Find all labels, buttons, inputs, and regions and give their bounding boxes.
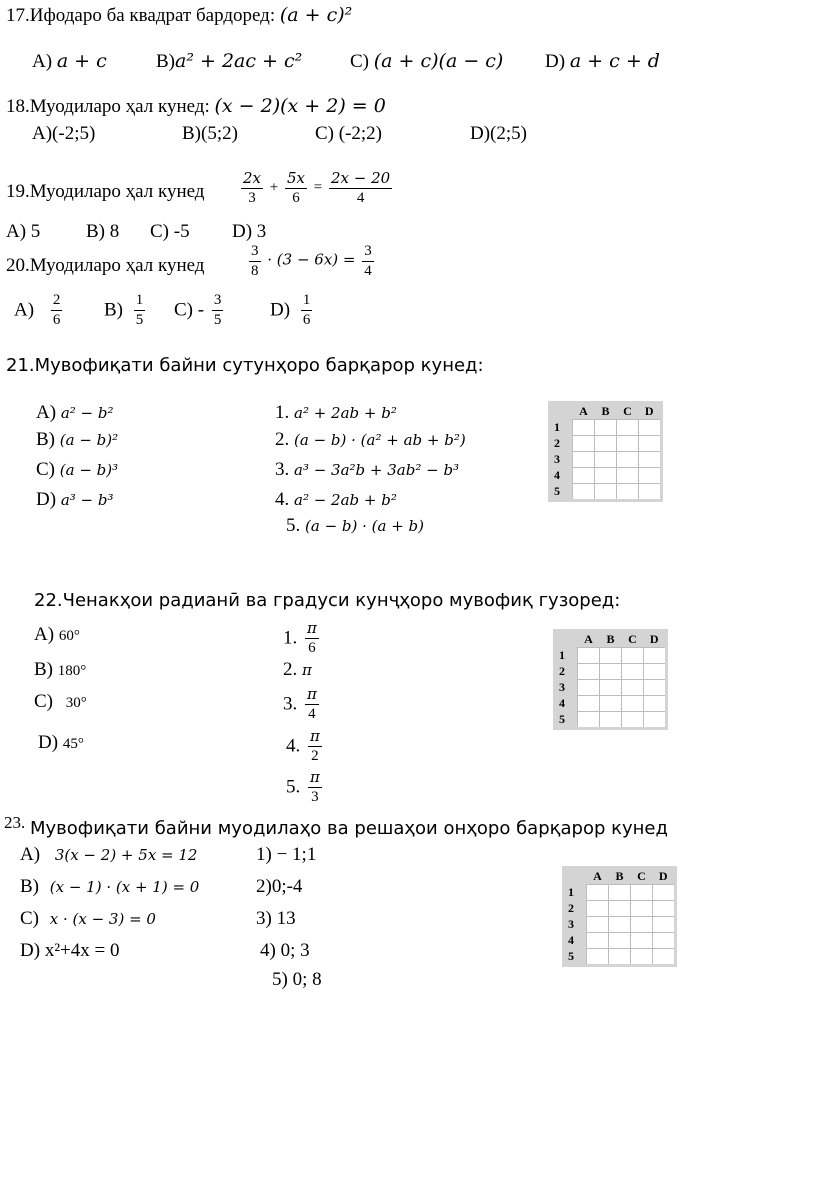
q23-left-b: B) (x − 1) · (x + 1) = 0 [20, 876, 200, 897]
grid-cell[interactable] [617, 420, 639, 436]
grid-cell[interactable] [573, 420, 595, 436]
q18-option-a: A)(-2;5) [32, 123, 96, 144]
grid-cell[interactable] [631, 885, 653, 901]
grid-cell[interactable] [622, 664, 644, 680]
grid-cell[interactable] [573, 468, 595, 484]
grid-cell[interactable] [595, 452, 617, 468]
q23-right-1: 1) − 1;1 [256, 844, 317, 865]
q23-right-4: 4) 0; 3 [260, 940, 310, 961]
q19-equation: $\frac{2x}{3}$ + $\frac{5x}{6}$ = $\frac{2x - 20}{4}$ [243, 169, 391, 206]
q19-option-d: D) 3 [232, 221, 267, 242]
q22-left-c: C) 30° [34, 691, 87, 712]
q21-right-2: 2. (a − b) · (a² + ab + b²) [275, 429, 466, 450]
grid-cell[interactable] [587, 917, 609, 933]
q22-right-1: 1. $\frac{\pi}{6}$ [283, 619, 317, 656]
grid-cell[interactable] [631, 901, 653, 917]
q22-label: 22.Ченакҳои радианӣ ва градуси кунҷҳоро мувофиқ гузоред: [34, 590, 621, 611]
q17-option-d: D) a + c + d [545, 50, 660, 72]
grid-cell[interactable] [639, 484, 662, 501]
q18-option-b: B)(5;2) [182, 123, 238, 144]
q23-right-5: 5) 0; 8 [272, 969, 322, 990]
grid-cell[interactable] [578, 648, 600, 664]
q20-label: 20.Муодиларо ҳал кунед [6, 255, 205, 276]
grid-cell[interactable] [622, 696, 644, 712]
grid-cell[interactable] [578, 680, 600, 696]
grid-cell[interactable] [609, 885, 631, 901]
q19-label: 19.Муодиларо ҳал кунед [6, 181, 205, 202]
q22-left-b: B) 180° [34, 659, 87, 680]
grid-cell[interactable] [578, 696, 600, 712]
grid-cell[interactable] [578, 712, 600, 729]
q21-left-a: A) a² − b² [36, 402, 114, 423]
grid-cell[interactable] [631, 917, 653, 933]
grid-cell[interactable] [595, 484, 617, 501]
grid-cell[interactable] [653, 917, 676, 933]
q19-option-b: B) 8 [86, 221, 120, 242]
grid-cell[interactable] [587, 901, 609, 917]
grid-cell[interactable] [573, 452, 595, 468]
grid-cell[interactable] [600, 680, 622, 696]
grid-cell[interactable] [609, 901, 631, 917]
q21-label: 21.Мувофиқати байни сутунҳоро барқарор кунед: [6, 355, 484, 376]
q21-right-4: 4. a² − 2ab + b² [275, 489, 397, 510]
grid-cell[interactable] [622, 712, 644, 729]
q18-option-c: C) (-2;2) [315, 123, 383, 144]
grid-cell[interactable] [644, 696, 667, 712]
q20-option-d: D) $\frac{1}{6}$ [270, 292, 311, 328]
grid-cell[interactable] [600, 648, 622, 664]
q22-right-2: 2. π [283, 659, 312, 680]
grid-cell[interactable] [587, 885, 609, 901]
grid-cell[interactable] [600, 664, 622, 680]
grid-cell[interactable] [609, 933, 631, 949]
grid-cell[interactable] [578, 664, 600, 680]
grid-cell[interactable] [609, 949, 631, 966]
q22-left-d: D) 45° [38, 732, 84, 753]
grid-cell[interactable] [617, 452, 639, 468]
grid-cell[interactable] [573, 484, 595, 501]
q23-left-a: A) 3(x − 2) + 5x = 12 [20, 844, 198, 865]
q22-answer-grid: A B C D 1 2 3 4 5 [553, 629, 668, 730]
grid-cell[interactable] [587, 933, 609, 949]
grid-cell[interactable] [653, 901, 676, 917]
q21-answer-grid: A B C D 1 2 3 4 5 [548, 401, 663, 502]
grid-cell[interactable] [653, 949, 676, 966]
q17-option-a: A) a + c [32, 50, 107, 72]
grid-cell[interactable] [639, 436, 662, 452]
grid-cell[interactable] [653, 885, 676, 901]
grid-cell[interactable] [595, 468, 617, 484]
grid-cell[interactable] [617, 468, 639, 484]
grid-cell[interactable] [631, 933, 653, 949]
grid-cell[interactable] [617, 436, 639, 452]
grid-cell[interactable] [639, 420, 662, 436]
q23-answer-grid: A B C D 1 2 3 4 5 [562, 866, 677, 967]
q23-right-3: 3) 13 [256, 908, 296, 929]
q20-equation: $\frac{3}{8}$ · (3 − 6x) = $\frac{3}{4}$ [251, 243, 372, 279]
q17-option-b: B)a² + 2ac + c² [156, 50, 303, 72]
grid-cell[interactable] [600, 696, 622, 712]
q18-option-d: D)(2;5) [470, 123, 527, 144]
grid-cell[interactable] [644, 648, 667, 664]
q21-left-b: B) (a − b)² [36, 429, 119, 450]
q18-expression: (x − 2)(x + 2) = 0 [214, 95, 386, 117]
grid-cell[interactable] [639, 452, 662, 468]
q17-question [6, 6, 352, 25]
q21-right-5: 5. (a − b) · (a + b) [286, 515, 425, 536]
grid-cell[interactable] [631, 949, 653, 966]
grid-cell[interactable] [622, 680, 644, 696]
q18-label: 18.Муодиларо ҳал кунед: [6, 96, 210, 117]
grid-cell[interactable] [639, 468, 662, 484]
q21-right-3: 3. a³ − 3a²b + 3ab² − b³ [275, 459, 460, 480]
q21-left-d: D) a³ − b³ [36, 489, 114, 510]
q22-right-4: 4. $\frac{\pi}{2}$ [286, 727, 320, 764]
grid-cell[interactable] [595, 436, 617, 452]
q23-right-2: 2)0;-4 [256, 876, 303, 897]
q20-option-b: B) $\frac{1}{5}$ [104, 292, 144, 328]
grid-cell[interactable] [595, 420, 617, 436]
q22-right-3: 3. $\frac{\pi}{4}$ [283, 685, 317, 722]
q23-left-d: D) x²+4x = 0 [20, 940, 120, 961]
q22-right-5: 5. $\frac{\pi}{3}$ [286, 768, 320, 805]
q19-option-c: C) -5 [150, 221, 190, 242]
q21-right-1: 1. a² + 2ab + b² [275, 402, 397, 423]
q19-option-a: A) 5 [6, 221, 41, 242]
q21-left-c: C) (a − b)³ [36, 459, 119, 480]
grid-cell[interactable] [644, 680, 667, 696]
grid-cell[interactable] [644, 664, 667, 680]
q22-left-a: A) 60° [34, 624, 80, 645]
grid-cell[interactable] [622, 648, 644, 664]
grid-cell[interactable] [617, 484, 639, 501]
q17-label: 17.Ифодаро ба квадрат бардоред: [6, 5, 276, 26]
q18-question [6, 97, 386, 116]
q20-option-c: C) - $\frac{3}{5}$ [174, 292, 222, 328]
q23-left-c: C) x · (x − 3) = 0 [20, 908, 156, 929]
q17-option-c: C) (a + c)(a − c) [350, 50, 504, 72]
q20-option-a: A) $\frac{2}{6}$ [14, 292, 61, 328]
grid-cell[interactable] [587, 949, 609, 966]
grid-cell[interactable] [573, 436, 595, 452]
q17-expression: (a + c)² [279, 4, 353, 26]
grid-cell[interactable] [644, 712, 667, 729]
grid-cell[interactable] [600, 712, 622, 729]
grid-cell[interactable] [609, 917, 631, 933]
q23-label: Мувофиқати байни муодилаҳо ва решаҳои онҳоро барқарор кунед [30, 818, 668, 839]
q23-number: 23. [4, 813, 26, 832]
grid-cell[interactable] [653, 933, 676, 949]
